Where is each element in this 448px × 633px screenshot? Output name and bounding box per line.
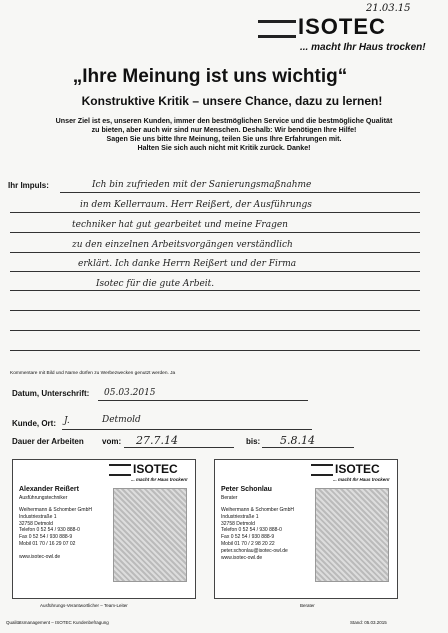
intro-line: Sagen Sie uns bitte Ihre Meinung, teilen Sie uns Ihre Erfahrungen mit. (106, 135, 342, 143)
customer-initial: J. (64, 416, 70, 426)
card-address (221, 507, 294, 561)
contact-card-consultant (214, 459, 398, 599)
impulse-handwriting-line: in dem Kellerraum. Herr Reißert, der Ausführungs (80, 200, 312, 210)
card-line: Industriestraße 1 (19, 513, 57, 520)
impulse-label: Ihr Impuls: (8, 181, 49, 190)
card-name: Peter Schonlau (221, 486, 272, 493)
from-line (124, 447, 234, 448)
card-line: 32758 Detmold (19, 520, 53, 527)
card-email: peter.schonlau@isotec-owl.de (221, 547, 288, 554)
card-line: Telefon 0 52 54 / 930 888-0 (19, 527, 80, 534)
card-line: Fax 0 52 54 / 930 888-9 (221, 534, 275, 541)
brand-logo (258, 14, 408, 44)
card-role: Berater (221, 495, 238, 501)
card-line: 32758 Detmold (221, 520, 255, 527)
card-line: Fax 0 52 54 / 930 888-9 (19, 534, 73, 541)
ruled-line (10, 350, 420, 351)
logo-stripes (258, 20, 296, 38)
card-logo-text: ISOTEC (133, 462, 178, 476)
card-logo-text: ISOTEC (335, 462, 380, 476)
footer-left: Qualitätsmanagement – ISOTEC Kundenbefragung (6, 620, 109, 625)
handwritten-date: 21.03.15 (366, 3, 411, 14)
customer-line (62, 429, 312, 430)
impulse-handwriting-line: Isotec für die gute Arbeit. (96, 279, 215, 289)
brand-tagline: ... macht Ihr Haus trocken! (300, 42, 426, 53)
from-value: 27.7.14 (136, 434, 178, 447)
person-photo (113, 488, 187, 582)
ruled-line (10, 271, 420, 272)
card-tagline: ... macht Ihr Haus trocken! (131, 477, 188, 482)
card-line: Mobil 01 70 / 16 29 07 02 (19, 540, 76, 547)
customer-label: Kunde, Ort: (12, 419, 56, 428)
card-line: Weihermann & Schomber GmbH (19, 507, 92, 513)
impulse-handwriting-line: Ich bin zufrieden mit der Sanierungsmaßnahme (92, 180, 312, 190)
card-address (19, 507, 92, 561)
to-label: bis: (246, 437, 261, 446)
card-role: Ausführungstechniker (19, 495, 68, 501)
from-label: vom: (102, 437, 122, 446)
subheadline: Konstruktive Kritik – unsere Chance, dazu zu lernen! (81, 94, 383, 108)
ruled-line (10, 252, 420, 253)
impulse-handwriting-line: zu den einzelnen Arbeitsvorgängen verständlich (72, 240, 293, 250)
impulse-handwriting-line: techniker hat gut gearbeitet und meine Fragen (72, 220, 288, 230)
date-signature-label: Datum, Unterschrift: (12, 389, 90, 398)
ruled-line (10, 232, 420, 233)
logo-stripes (109, 464, 131, 476)
card-line: Mobil 01 70 / 2 98 20 22 (221, 540, 275, 547)
card-name: Alexander Reißert (19, 486, 79, 493)
ruled-line (10, 290, 420, 291)
to-value: 5.8.14 (280, 434, 315, 447)
work-duration-label: Dauer der Arbeiten (12, 437, 84, 446)
headline: „Ihre Meinung ist uns wichtig“ (72, 66, 348, 87)
ruled-line (10, 310, 420, 311)
card-caption: Ausführungs-Verantwortlicher – Team-Leiter (40, 603, 128, 608)
date-signature-line (98, 400, 308, 401)
intro-text (9, 117, 439, 153)
footer-right: Stand: 05.03.2015 (350, 620, 387, 625)
person-photo (315, 488, 389, 582)
card-tagline: ... macht Ihr Haus trocken! (333, 477, 390, 482)
intro-line: Halten Sie sich auch nicht mit Kritik zurück. Danke! (137, 144, 311, 152)
date-signature-value: 05.03.2015 (104, 388, 156, 398)
card-website: www.isotec-owl.de (221, 554, 263, 561)
logo-stripes (311, 464, 333, 476)
card-website: www.isotec-owl.de (19, 553, 61, 560)
intro-line: zu bieten, aber auch wir sind nur Menschen. Deshalb: Wir benötigen Ihre Hilfe! (91, 126, 357, 134)
card-line: Telefon 0 52 54 / 930 888-0 (221, 527, 282, 534)
card-caption: Berater (300, 603, 315, 608)
to-line (262, 447, 354, 448)
consent-note: Kommentare mit Bild und Name dürfen zu Werbezwecken genutzt werden. Ja (10, 371, 176, 376)
contact-card-technician (12, 459, 196, 599)
card-line: Industriestraße 1 (221, 513, 259, 520)
logo-text: ISOTEC (298, 14, 386, 39)
card-line: Weihermann & Schomber GmbH (221, 507, 294, 513)
customer-place: Detmold (102, 415, 141, 425)
ruled-line (10, 212, 420, 213)
intro-line: Unser Ziel ist es, unseren Kunden, immer den bestmöglichen Service und die bestmögliche Qualität (55, 117, 393, 125)
impulse-handwriting-line: erklärt. Ich danke Herrn Reißert und der Firma (78, 259, 297, 269)
ruled-line (60, 192, 420, 193)
ruled-line (10, 330, 420, 331)
